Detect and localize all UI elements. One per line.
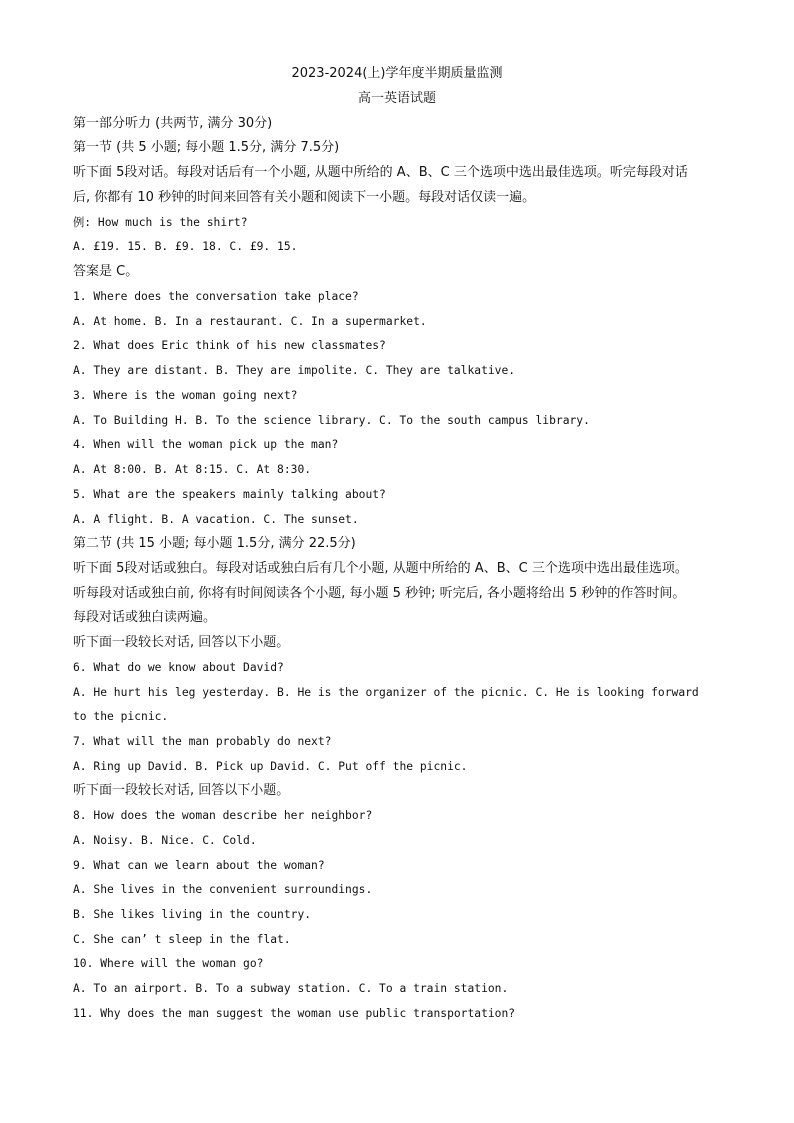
section-two-instructions: 每段对话或独白读两遍。 <box>73 610 217 625</box>
question-2: 2. What does Eric think of his new classmates? <box>73 339 386 352</box>
question-7: 7. What will the man probably do next? <box>73 735 332 748</box>
question-5-options: A. A flight. B. A vacation. C. The sunset. <box>73 513 359 526</box>
part-one-heading: 第一部分听力 (共两节, 满分 30分) <box>73 116 273 131</box>
question-4: 4. When will the woman pick up the man? <box>73 438 339 451</box>
question-7-options: A. Ring up David. B. Pick up David. C. Put off the picnic. <box>73 760 468 773</box>
section-one-instructions: 后, 你都有 10 秒钟的时间来回答有关小题和阅读下一小题。每段对话仅读一遍。 <box>73 190 536 205</box>
section-one-instructions: 听下面 5段对话。每段对话后有一个小题, 从题中所给的 A、B、C 三个选项中选出最佳选项。听完每段对话 <box>73 165 688 180</box>
question-6-options-cont: to the picnic. <box>73 710 169 723</box>
example-question: 例: How much is the shirt? <box>73 216 248 229</box>
question-4-options: A. At 8:00. B. At 8:15. C. At 8:30. <box>73 463 312 476</box>
example-answer: 答案是 C。 <box>73 264 139 279</box>
question-6-options: A. He hurt his leg yesterday. B. He is the organizer of the picnic. C. He is looking forward <box>73 686 699 699</box>
question-6: 6. What do we know about David? <box>73 661 284 674</box>
section-two-heading: 第二节 (共 15 小题; 每小题 1.5分, 满分 22.5分) <box>73 536 356 551</box>
question-9-option-a: A. She lives in the convenient surroundings. <box>73 883 373 896</box>
question-9: 9. What can we learn about the woman? <box>73 859 325 872</box>
question-3-options: A. To Building H. B. To the science library. C. To the south campus library. <box>73 414 590 427</box>
question-2-options: A. They are distant. B. They are impolite. C. They are talkative. <box>73 364 516 377</box>
section-two-instructions: 听下面 5段对话或独白。每段对话或独白后有几个小题, 从题中所给的 A、B、C 三个选项中选出最佳选项。 <box>73 561 688 576</box>
question-5: 5. What are the speakers mainly talking about? <box>73 488 386 501</box>
dialogue-intro: 听下面一段较长对话, 回答以下小题。 <box>73 783 290 798</box>
question-9-option-c: C. She can’ t sleep in the flat. <box>73 933 291 946</box>
question-9-option-b: B. She likes living in the country. <box>73 908 312 921</box>
section-two-instructions: 听每段对话或独白前, 你将有时间阅读各个小题, 每小题 5 秒钟; 听完后, 各小题将给出 5 秒钟的作答时间。 <box>73 586 686 601</box>
question-8: 8. How does the woman describe her neighbor? <box>73 809 373 822</box>
question-10-options: A. To an airport. B. To a subway station. C. To a train station. <box>73 982 509 995</box>
question-1-options: A. At home. B. In a restaurant. C. In a supermarket. <box>73 315 427 328</box>
question-10: 10. Where will the woman go? <box>73 957 264 970</box>
exam-title: 2023-2024(上)学年度半期质量监测 <box>291 66 503 81</box>
question-1: 1. Where does the conversation take place? <box>73 290 359 303</box>
section-one-heading: 第一节 (共 5 小题; 每小题 1.5分, 满分 7.5分) <box>73 140 340 155</box>
question-11: 11. Why does the man suggest the woman use public transportation? <box>73 1007 516 1020</box>
exam-subtitle: 高一英语试题 <box>357 91 436 106</box>
question-8-options: A. Noisy. B. Nice. C. Cold. <box>73 834 257 847</box>
example-options: A. £19. 15. B. £9. 18. C. £9. 15. <box>73 240 298 253</box>
dialogue-intro: 听下面一段较长对话, 回答以下小题。 <box>73 635 290 650</box>
question-3: 3. Where is the woman going next? <box>73 389 298 402</box>
